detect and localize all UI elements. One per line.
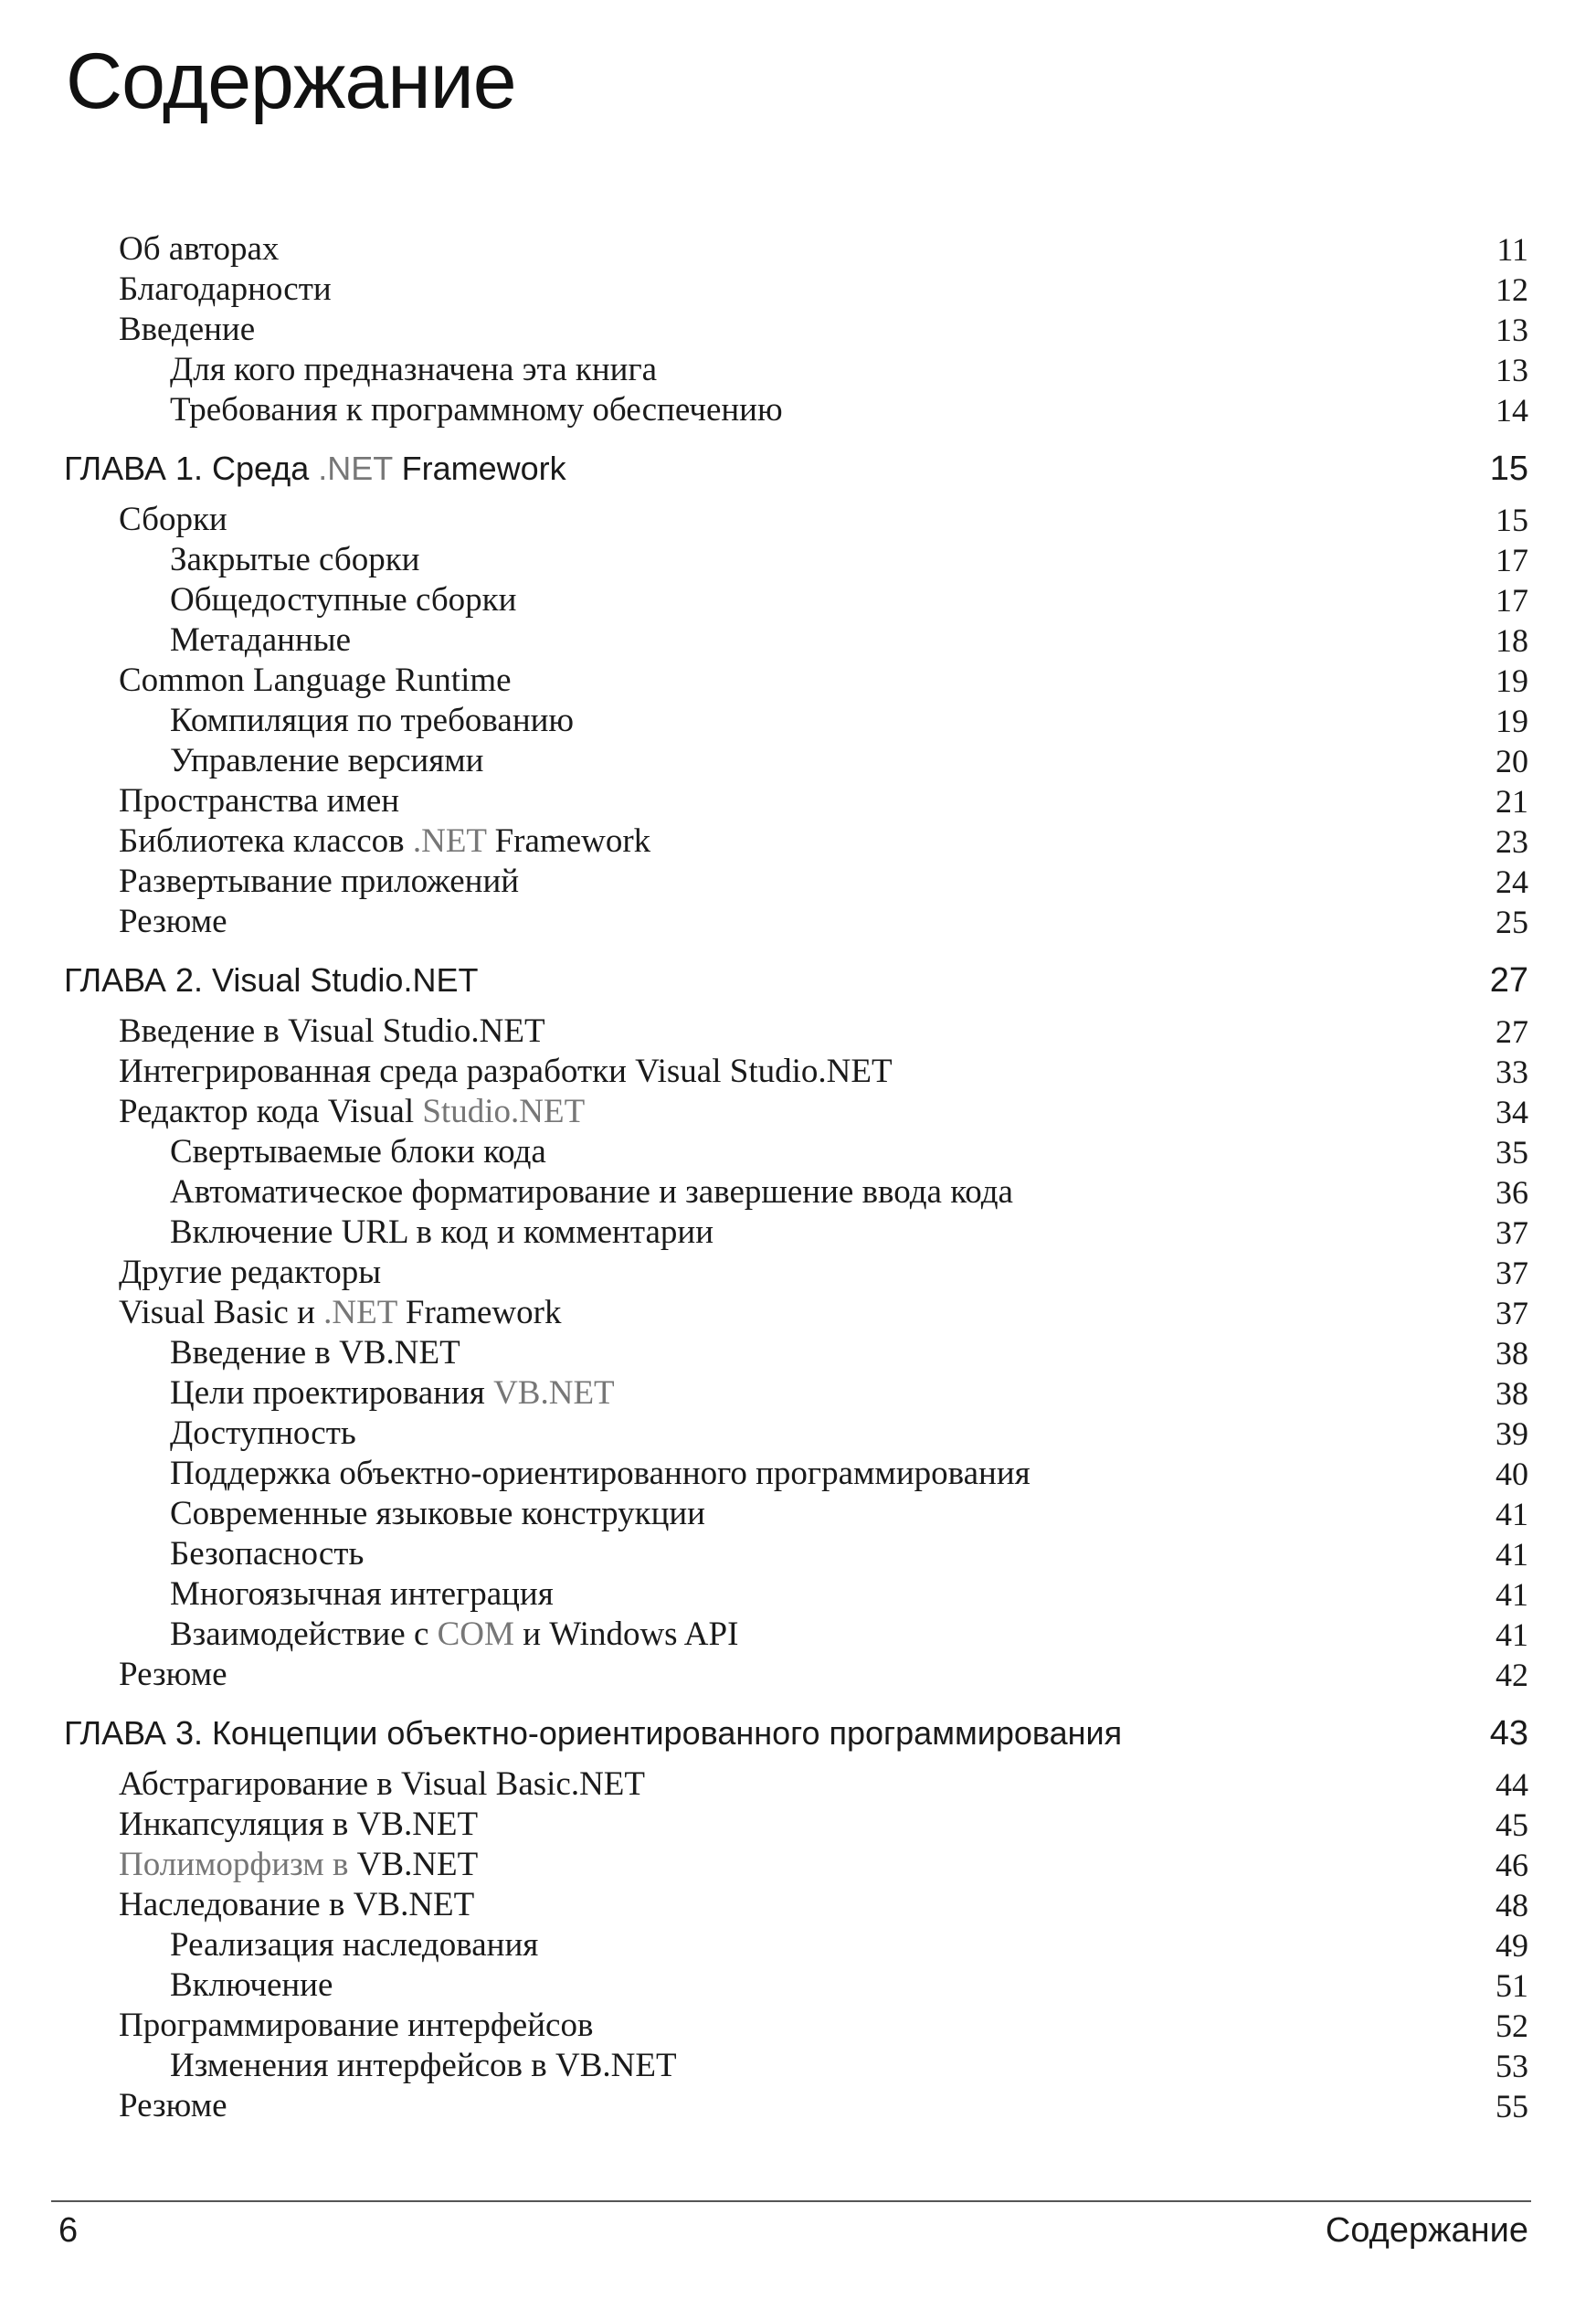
toc-entry[interactable] xyxy=(0,661,1596,701)
toc-page-number: 24 xyxy=(1496,863,1528,900)
toc-entry-title xyxy=(119,1845,478,1885)
toc-title-part: Framework xyxy=(396,1294,562,1331)
toc-title-part: Свертываемые блоки кода xyxy=(170,1133,546,1171)
toc-entry-title xyxy=(119,270,332,310)
toc-title-part: Framework xyxy=(486,822,651,860)
toc-title-part: Для кого предназначена эта книга xyxy=(170,351,658,388)
toc-title-part: VB.NET xyxy=(348,1846,479,1883)
toc-page-number: 39 xyxy=(1496,1415,1528,1452)
toc-entry-title xyxy=(119,781,399,821)
toc-page-number: 23 xyxy=(1496,823,1528,860)
toc-entry-title xyxy=(119,1655,227,1695)
toc-page-number: 40 xyxy=(1496,1456,1528,1492)
toc-title-part: Развертывание приложений xyxy=(119,863,520,900)
toc-entry-title xyxy=(119,1885,474,1925)
toc-title-part: VB.NET xyxy=(493,1374,615,1412)
toc-title-part: Visual Basic и xyxy=(119,1294,324,1331)
toc-page-number: 51 xyxy=(1496,1967,1528,2004)
toc-entry[interactable] xyxy=(0,1925,1596,1965)
toc-title-part: .NET xyxy=(318,450,393,487)
toc-entry-title xyxy=(170,350,657,390)
toc-entry-title xyxy=(170,1494,705,1534)
toc-title-part: Введение xyxy=(119,311,256,348)
toc-title-part: Включение xyxy=(170,1966,333,2004)
toc-entry[interactable] xyxy=(0,2046,1596,2086)
toc-entry-title xyxy=(170,620,351,661)
toc-title-part: Наследование в VB.NET xyxy=(119,1886,475,1923)
toc-entry[interactable] xyxy=(0,390,1596,430)
toc-entry[interactable] xyxy=(0,229,1596,270)
toc-entry-title xyxy=(64,1708,1122,1759)
toc-entry[interactable] xyxy=(0,1764,1596,1805)
toc-entry[interactable] xyxy=(0,1534,1596,1574)
toc-entry[interactable] xyxy=(0,1414,1596,1454)
toc-page-number: 38 xyxy=(1496,1335,1528,1372)
toc-title-part: Общедоступные сборки xyxy=(170,581,517,619)
toc-entry[interactable] xyxy=(0,1132,1596,1172)
toc-entry-title xyxy=(119,821,650,862)
toc-title-part: Библиотека классов xyxy=(119,822,413,860)
toc-entry[interactable] xyxy=(0,741,1596,781)
toc-page-number: 21 xyxy=(1496,783,1528,820)
toc-entry-title xyxy=(119,1092,585,1132)
toc-page-number: 37 xyxy=(1496,1295,1528,1331)
toc-entry-title xyxy=(170,1132,546,1172)
toc-page-number: 27 xyxy=(1489,961,1528,1000)
toc-entry-title xyxy=(170,1615,738,1655)
toc-entry[interactable] xyxy=(0,2086,1596,2126)
toc-title-part: и Windows API xyxy=(513,1616,739,1653)
toc-entry-title xyxy=(170,580,516,620)
table-of-contents xyxy=(0,229,1596,2126)
toc-title-part: Инкапсуляция в VB.NET xyxy=(119,1806,479,1843)
toc-entry[interactable] xyxy=(0,821,1596,862)
toc-title-part: Взаимодействие с xyxy=(170,1616,438,1653)
toc-entry[interactable] xyxy=(0,1574,1596,1615)
toc-entry[interactable] xyxy=(0,500,1596,540)
toc-page-number: 43 xyxy=(1489,1714,1528,1753)
toc-page-number: 17 xyxy=(1496,582,1528,619)
toc-entry-title xyxy=(119,661,512,701)
toc-title-part: Введение в Visual Studio.NET xyxy=(119,1012,545,1050)
toc-title-part: Введение в VB.NET xyxy=(170,1334,460,1372)
toc-entry[interactable] xyxy=(0,781,1596,821)
toc-page-number: 25 xyxy=(1496,904,1528,940)
toc-page-number: 41 xyxy=(1496,1496,1528,1532)
toc-entry-title xyxy=(119,1012,545,1052)
toc-page-number: 52 xyxy=(1496,2007,1528,2044)
toc-page-number: 14 xyxy=(1496,392,1528,429)
toc-entry[interactable] xyxy=(0,1253,1596,1293)
toc-entry-title xyxy=(64,443,566,494)
toc-entry-title xyxy=(119,2086,227,2126)
toc-entry[interactable] xyxy=(0,350,1596,390)
toc-entry-title xyxy=(170,741,483,781)
toc-title-part: Абстрагирование в Visual Basic.NET xyxy=(119,1765,646,1803)
toc-title-part: Сборки xyxy=(119,501,227,538)
toc-page-number: 12 xyxy=(1496,271,1528,308)
toc-entry-title xyxy=(170,390,783,430)
toc-page-number: 19 xyxy=(1496,703,1528,739)
toc-title-part: Компиляция по требованию xyxy=(170,702,575,739)
toc-entry[interactable] xyxy=(0,2006,1596,2046)
toc-title-part: Реализация наследования xyxy=(170,1926,539,1964)
toc-page-number: 13 xyxy=(1496,312,1528,348)
toc-entry[interactable] xyxy=(0,1012,1596,1052)
toc-title-part: Доступность xyxy=(170,1414,356,1452)
toc-entry[interactable] xyxy=(0,1885,1596,1925)
toc-entry[interactable] xyxy=(0,1655,1596,1695)
toc-page-number: 17 xyxy=(1496,542,1528,578)
toc-entry-title xyxy=(119,1052,893,1092)
toc-entry-title xyxy=(170,1373,615,1414)
toc-title-part: Framework xyxy=(392,450,566,487)
toc-entry-title xyxy=(170,1414,356,1454)
toc-page-number: 37 xyxy=(1496,1214,1528,1251)
toc-page-number: 45 xyxy=(1496,1806,1528,1843)
toc-entry-title xyxy=(170,1333,460,1373)
toc-entry-title xyxy=(119,1764,645,1805)
toc-title-part: Резюме xyxy=(119,2087,227,2124)
toc-title-part: ГЛАВА 1. Среда xyxy=(64,450,319,487)
footer-section-title: Содержание xyxy=(1325,2211,1528,2250)
toc-title-part: Метаданные xyxy=(170,621,352,659)
toc-entry-title xyxy=(170,1574,554,1615)
toc-entry-title xyxy=(170,2046,677,2086)
toc-entry-title xyxy=(119,500,227,540)
toc-entry-title xyxy=(119,1805,478,1845)
toc-title-part: Управление версиями xyxy=(170,742,484,779)
toc-title-part: Многоязычная интеграция xyxy=(170,1575,554,1613)
toc-page-number: 49 xyxy=(1496,1927,1528,1964)
toc-page-number: 15 xyxy=(1496,502,1528,538)
toc-title-part: .NET xyxy=(412,822,487,860)
toc-entry-title xyxy=(170,1925,538,1965)
toc-entry-title xyxy=(119,310,255,350)
toc-entry-title xyxy=(170,1213,713,1253)
toc-title-part: Резюме xyxy=(119,903,227,940)
toc-title-part: Common Language Runtime xyxy=(119,662,512,699)
toc-title-part: ГЛАВА 2. Visual Studio.NET xyxy=(64,961,479,999)
toc-entry[interactable] xyxy=(0,1293,1596,1333)
toc-title-part: Требования к программному обеспечению xyxy=(170,391,783,429)
toc-title-part: Программирование интерфейсов xyxy=(119,2007,594,2044)
toc-title-part: Благодарности xyxy=(119,270,332,308)
toc-entry[interactable] xyxy=(0,862,1596,902)
toc-chapter-row[interactable] xyxy=(0,955,1596,1006)
footer-divider xyxy=(51,2200,1531,2202)
toc-entry-title xyxy=(119,862,519,902)
toc-page-number: 53 xyxy=(1496,2048,1528,2084)
toc-entry-title xyxy=(119,1253,381,1293)
toc-entry[interactable] xyxy=(0,540,1596,580)
toc-page-number: 41 xyxy=(1496,1576,1528,1613)
toc-page-number: 19 xyxy=(1496,662,1528,699)
toc-title-part: ГЛАВА 3. Концепции объектно-ориентированного программирования xyxy=(64,1714,1123,1752)
toc-title-part: Об авторах xyxy=(119,230,280,268)
toc-entry[interactable] xyxy=(0,1965,1596,2006)
toc-page-number: 18 xyxy=(1496,622,1528,659)
toc-page-number: 44 xyxy=(1496,1766,1528,1803)
toc-page-number: 15 xyxy=(1489,450,1528,488)
toc-entry[interactable] xyxy=(0,1454,1596,1494)
toc-entry-title xyxy=(170,701,574,741)
toc-title-part: Studio.NET xyxy=(422,1093,586,1130)
toc-page-number: 37 xyxy=(1496,1255,1528,1291)
toc-title-part: Закрытые сборки xyxy=(170,541,420,578)
page-title: Содержание xyxy=(66,37,516,125)
toc-chapter-row[interactable] xyxy=(0,1708,1596,1759)
toc-entry-title xyxy=(170,1534,364,1574)
toc-entry-title xyxy=(119,2006,593,2046)
toc-entry[interactable] xyxy=(0,701,1596,741)
toc-title-part: Редактор кода Visual xyxy=(119,1093,423,1130)
toc-entry[interactable] xyxy=(0,902,1596,942)
toc-title-part: Поддержка объектно-ориентированного программирования xyxy=(170,1455,1031,1492)
toc-page-number: 36 xyxy=(1496,1174,1528,1211)
toc-page-number: 35 xyxy=(1496,1134,1528,1171)
toc-title-part: Автоматическое форматирование и завершение ввода кода xyxy=(170,1173,1013,1211)
toc-entry[interactable] xyxy=(0,1494,1596,1534)
toc-title-part: COM xyxy=(437,1616,514,1653)
toc-entry-title xyxy=(170,1172,1013,1213)
toc-entry[interactable] xyxy=(0,1052,1596,1092)
toc-title-part: Резюме xyxy=(119,1656,227,1693)
toc-title-part: Безопасность xyxy=(170,1535,365,1573)
toc-entry[interactable] xyxy=(0,1092,1596,1132)
toc-entry[interactable] xyxy=(0,1172,1596,1213)
toc-page-number: 38 xyxy=(1496,1375,1528,1412)
toc-entry-title xyxy=(119,1293,561,1333)
toc-page-number: 11 xyxy=(1496,231,1528,268)
toc-page-number: 55 xyxy=(1496,2088,1528,2124)
toc-page-number: 48 xyxy=(1496,1887,1528,1923)
toc-entry[interactable] xyxy=(0,1615,1596,1655)
toc-entry[interactable] xyxy=(0,1213,1596,1253)
toc-page-number: 42 xyxy=(1496,1657,1528,1693)
toc-chapter-row[interactable] xyxy=(0,443,1596,494)
toc-page-number: 41 xyxy=(1496,1616,1528,1653)
toc-page-number: 27 xyxy=(1496,1013,1528,1050)
toc-page-number: 41 xyxy=(1496,1536,1528,1573)
toc-entry[interactable] xyxy=(0,580,1596,620)
toc-title-part: Интегрированная среда разработки Visual Studio.NET xyxy=(119,1053,893,1090)
toc-entry-title xyxy=(64,955,478,1006)
toc-page-number: 34 xyxy=(1496,1094,1528,1130)
toc-entry[interactable] xyxy=(0,1333,1596,1373)
toc-title-part: Полиморфизм в xyxy=(119,1846,349,1883)
toc-entry[interactable] xyxy=(0,310,1596,350)
toc-entry[interactable] xyxy=(0,1373,1596,1414)
toc-entry-title xyxy=(170,1454,1031,1494)
toc-entry-title xyxy=(170,1965,333,2006)
toc-title-part: Пространства имен xyxy=(119,782,400,820)
toc-title-part: Другие редакторы xyxy=(119,1254,382,1291)
toc-page-number: 20 xyxy=(1496,743,1528,779)
toc-entry[interactable] xyxy=(0,1805,1596,1845)
toc-entry[interactable] xyxy=(0,270,1596,310)
footer-page-number: 6 xyxy=(58,2211,79,2250)
toc-entry[interactable] xyxy=(0,620,1596,661)
toc-title-part: Цели проектирования xyxy=(170,1374,494,1412)
toc-entry-title xyxy=(170,540,419,580)
toc-page-number: 46 xyxy=(1496,1847,1528,1883)
toc-page-number: 13 xyxy=(1496,352,1528,388)
toc-entry-title xyxy=(119,229,279,270)
toc-title-part: Включение URL в код и комментарии xyxy=(170,1213,713,1251)
toc-title-part: .NET xyxy=(323,1294,397,1331)
toc-entry[interactable] xyxy=(0,1845,1596,1885)
toc-title-part: Изменения интерфейсов в VB.NET xyxy=(170,2047,677,2084)
toc-page-number: 33 xyxy=(1496,1054,1528,1090)
toc-entry-title xyxy=(119,902,227,942)
toc-title-part: Современные языковые конструкции xyxy=(170,1495,705,1532)
